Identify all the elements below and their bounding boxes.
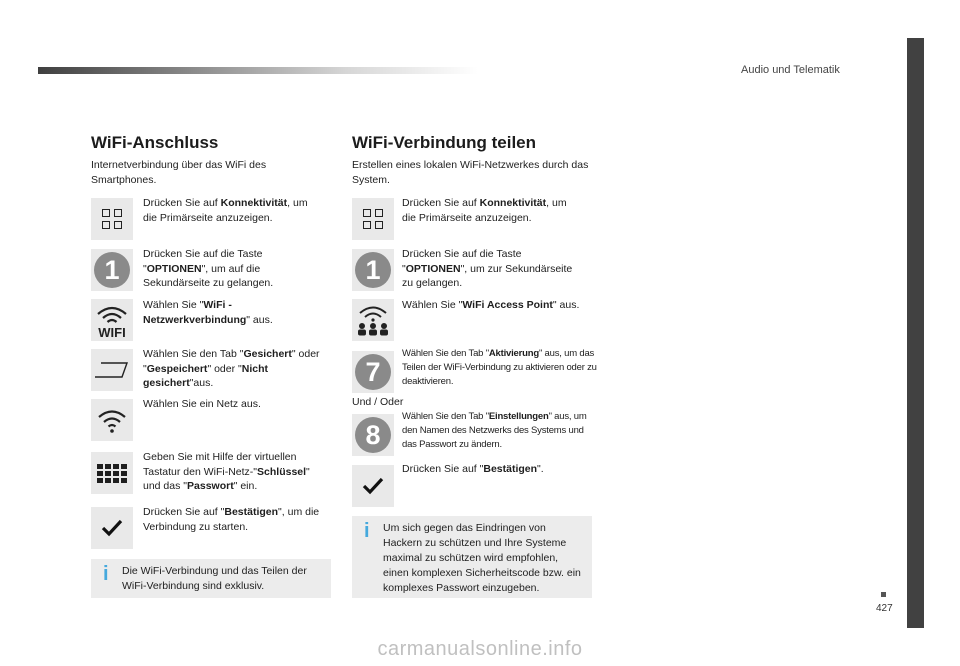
right-step-3-text: Wählen Sie "WiFi Access Point" aus. bbox=[402, 299, 580, 311]
left-intro: Internetverbindung über das WiFi des Smartphones. bbox=[91, 159, 267, 186]
right-step-6-text: Drücken Sie auf "Bestätigen". bbox=[402, 463, 544, 475]
watermark: carmanualsonline.info bbox=[377, 638, 583, 660]
chapter-sidebar bbox=[907, 38, 924, 628]
left-step-5-text: Wählen Sie ein Netz aus. bbox=[143, 398, 261, 410]
step-number-1-icon: 1 bbox=[91, 249, 133, 291]
svg-text:WIFI: WIFI bbox=[98, 325, 126, 339]
and-or-label: Und / Oder bbox=[352, 396, 404, 408]
page-marker bbox=[881, 592, 886, 597]
connectivity-grid-icon bbox=[352, 198, 394, 240]
left-step-4-text: Wählen Sie den Tab "Gesichert" oder "Gespeichert" oder "Nicht gesichert"aus. bbox=[143, 348, 320, 389]
step-number-1-icon: 1 bbox=[352, 249, 394, 291]
right-step-4-text: Wählen Sie den Tab "Aktivierung" aus, um das Teilen der WiFi-Verbindung zu aktivieren oder zu deaktivieren. bbox=[402, 348, 597, 387]
left-step-1-text: Drücken Sie auf Konnektivität, um die Primärseite anzuzeigen. bbox=[143, 197, 308, 224]
right-info-text: Um sich gegen das Eindringen von Hackern zu schützen und Ihre Systeme maximal zu schützen wird empfohlen, einen komplexen Sicherheitscode bzw. ein komplexes Passwort einzugeben. bbox=[383, 522, 581, 594]
wifi-access-point-icon bbox=[352, 299, 394, 341]
info-icon: i bbox=[103, 563, 109, 585]
left-step-7-text: Drücken Sie auf "Bestätigen", um die Verbindung zu starten. bbox=[143, 506, 320, 533]
page-number: 427 bbox=[876, 603, 893, 614]
left-info-note bbox=[91, 559, 331, 598]
connectivity-grid-icon bbox=[91, 198, 133, 240]
right-step-1-text: Drücken Sie auf Konnektivität, um die Primärseite anzuzeigen. bbox=[402, 197, 567, 224]
step-number-8-icon: 8 bbox=[352, 414, 394, 456]
right-intro: Erstellen eines lokalen WiFi-Netzwerkes durch das System. bbox=[352, 159, 589, 186]
keyboard-icon bbox=[91, 452, 133, 494]
left-title: WiFi-Anschluss bbox=[91, 133, 219, 152]
check-icon bbox=[352, 465, 394, 507]
left-step-3-text: Wählen Sie "WiFi -Netzwerkverbindung" aus. bbox=[143, 299, 273, 326]
info-icon: i bbox=[364, 520, 370, 542]
wifi-icon bbox=[91, 399, 133, 441]
wifi-text-icon bbox=[91, 299, 133, 341]
left-step-2-text: Drücken Sie auf die Taste "OPTIONEN", um auf die Sekundärseite zu gelangen. bbox=[143, 248, 274, 289]
step-number-7-icon: 7 bbox=[352, 351, 394, 393]
right-title: WiFi-Verbindung teilen bbox=[352, 133, 537, 152]
right-info-note bbox=[352, 516, 592, 598]
right-step-5-text: Wählen Sie den Tab "Einstellungen" aus, um den Namen des Netzwerks des Systems und das Passwort zu ändern. bbox=[402, 411, 587, 450]
header-gradient-bar bbox=[38, 67, 478, 74]
left-info-text: Die WiFi-Verbindung und das Teilen der WiFi-Verbindung sind exklusiv. bbox=[122, 565, 307, 592]
section-header: Audio und Telematik bbox=[741, 64, 840, 76]
left-step-6-text: Geben Sie mit Hilfe der virtuellen Tastatur den WiFi-Netz-"Schlüssel" und das "Passwort" ein. bbox=[143, 451, 310, 492]
right-step-2-text: Drücken Sie auf die Taste "OPTIONEN", um zur Sekundärseite zu gelangen. bbox=[402, 248, 573, 289]
check-icon bbox=[91, 507, 133, 549]
tab-icon bbox=[91, 349, 133, 391]
